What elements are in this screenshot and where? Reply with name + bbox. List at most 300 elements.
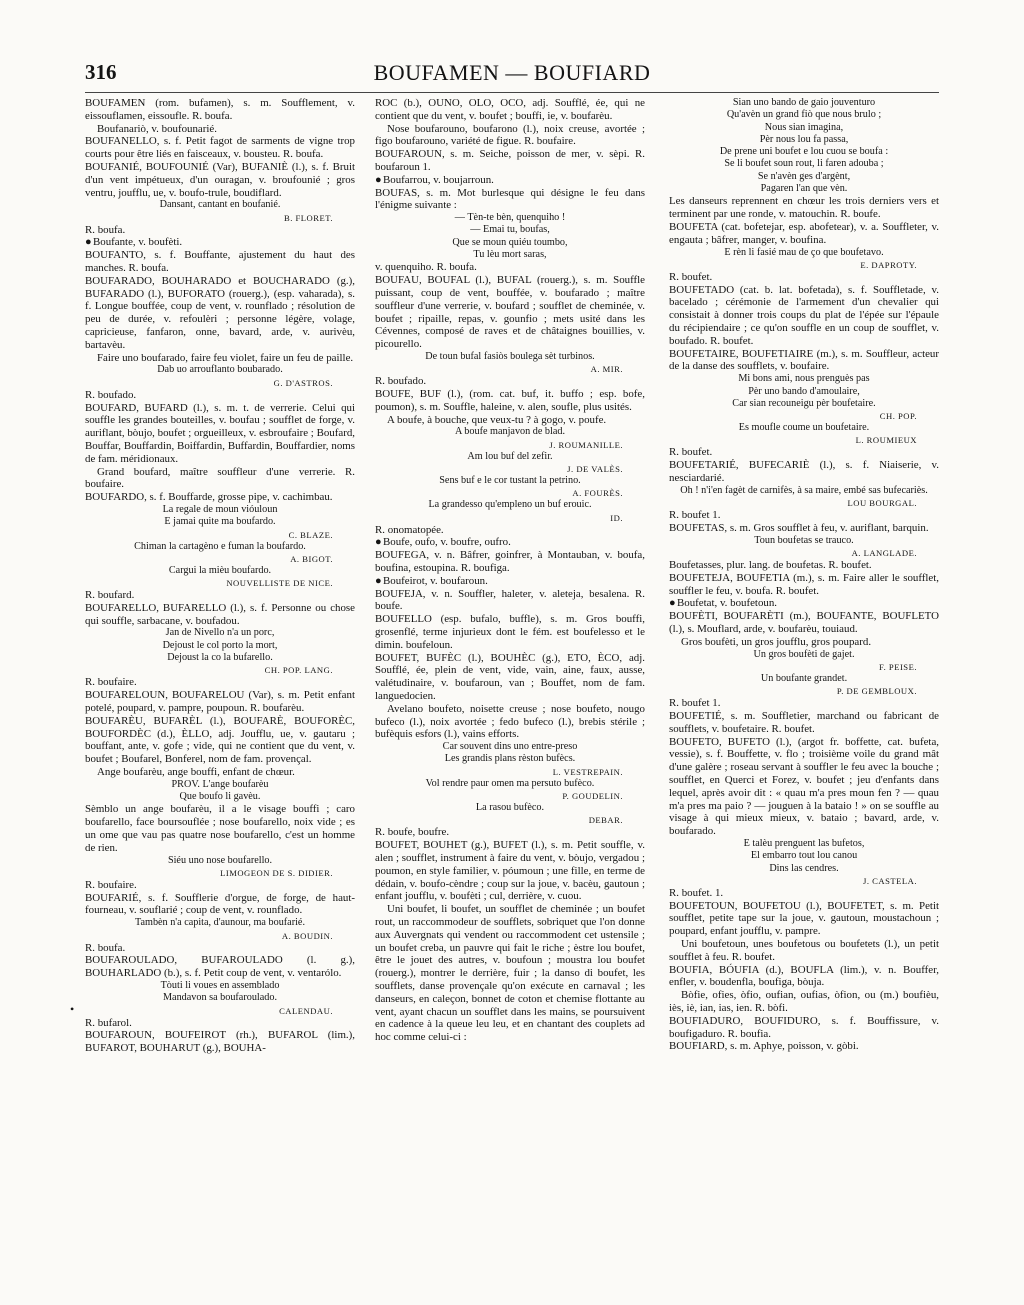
entry-paragraph (85, 803, 355, 854)
entry-text: Un boufante grandet. (760, 672, 848, 684)
dictionary-entry (375, 187, 645, 213)
entry-text: BOUFETAS, s. m. Gros soufflet à feu, v. auriflant, barquin. (669, 521, 929, 534)
verse-quote (375, 499, 645, 511)
dictionary-entry (85, 1017, 355, 1030)
dictionary-entry (85, 803, 355, 854)
entry-text: Vol rendre paur omen ma persuto bufèco. (425, 777, 595, 789)
entry-text: BOUFIADURO, BOUFIDURO, s. f. Bouffissure, v. boufigaduro. R. boufia. (669, 1014, 939, 1040)
entry-text: Tòuti li voues en assemblado (160, 979, 280, 991)
entry-paragraph (669, 559, 939, 572)
entry-text: Boufetasses, plur. lang. de boufetas. R. boufet. (669, 559, 872, 571)
entry-paragraph (669, 221, 939, 247)
entry-paragraph (375, 375, 645, 388)
entry-paragraph (375, 588, 645, 614)
verse-quote (85, 565, 355, 577)
entry-paragraph (85, 402, 355, 466)
dictionary-entry (375, 613, 645, 651)
entry-text: Que se moun quiéu toumbo, (452, 236, 568, 248)
entry-paragraph (375, 97, 645, 123)
entry-paragraph (375, 703, 645, 741)
entry-text: A boufe, à bouche, que veux-tu ? à gogo, v. poufe. (387, 413, 607, 426)
entry-paragraph (375, 536, 645, 549)
dictionary-entry (85, 689, 355, 715)
verse-quote (375, 778, 645, 790)
dictionary-entry (85, 1029, 355, 1055)
entry-paragraph (85, 766, 355, 779)
verse-line (669, 673, 939, 685)
verse-line (669, 398, 939, 410)
entry-paragraph (85, 161, 355, 199)
entry-paragraph (669, 1040, 939, 1053)
entry-text: BOUFARELLO, BUFARELLO (l.), s. f. Personne ou chose qui souffle, sarbacane, v. boufadou. (85, 601, 355, 627)
verse-quote (669, 247, 939, 259)
entry-text: Mandavon sa boufaroulado. (162, 992, 277, 1004)
verse-line (85, 640, 355, 652)
quote-attribution: G. D'ASTROS. (273, 377, 333, 388)
quote-attribution: J. DE VALÈS. (567, 464, 623, 475)
entry-text: E rèn li fasié mau de ço que boufetavo. (724, 246, 884, 258)
dictionary-entry (375, 588, 645, 614)
entry-paragraph (669, 989, 939, 1015)
entry-text: Oh ! n'i'en fagèt de carnifès, à sa maire, embé sas bufecariès. (680, 484, 928, 496)
entry-paragraph (669, 938, 939, 964)
entry-text: R. boufard. (85, 589, 135, 602)
verse-line (375, 802, 645, 814)
entry-text: R. boufet 1. (669, 697, 721, 710)
entry-paragraph (85, 689, 355, 715)
dictionary-entry (85, 892, 355, 918)
entry-text: BOUFAMEN (rom. bufamen), s. m. Soufflement, v. eissouflamen, eissoufle. R. boufa. (85, 97, 355, 122)
entry-text: Nous sian imagina, (764, 121, 844, 133)
entry-text: Tu lèu mort saras, (473, 249, 547, 261)
dictionary-entry (669, 710, 939, 736)
entry-text: BOUFAROUN, BOUFEIROT (rh.), BUFAROL (lim.), BUFAROT, BOUHARUT (g.), BOUHA- (85, 1029, 355, 1055)
entry-text: Que boufo li gavèu. (179, 791, 261, 803)
entry-text: Boufarrou, v. boujarroun. (383, 173, 494, 186)
entry-paragraph (669, 610, 939, 636)
quote-attribution: LIMOGEON DE S. DIDIER. (220, 867, 333, 878)
column-3 (669, 97, 939, 1227)
entry-text: Mi bons ami, nous prenguès pas (738, 373, 870, 385)
verse-quote (85, 364, 355, 376)
quote-attribution: A. MIR. (590, 364, 623, 375)
entry-text: Uni boufetoun, unes boufetous ou boufetets (l.), un petit soufflet à feu. R. boufet. (669, 938, 939, 963)
entry-text: R. boufa. (85, 223, 126, 236)
entry-paragraph (669, 597, 939, 610)
entry-paragraph (669, 636, 939, 649)
entry-text: R. boufado. (375, 375, 427, 388)
dictionary-entry (669, 572, 939, 598)
verse-line (669, 134, 939, 146)
entry-text: Jan de Nivello n'a un porc, (165, 627, 275, 639)
entry-text: R. boufaire. (85, 676, 137, 689)
entry-text: Ange boufarèu, ange bouffi, enfant de chœur. (97, 765, 295, 778)
verse-line (669, 838, 939, 850)
verse-quote (85, 541, 355, 553)
dictionary-entry (85, 97, 355, 135)
entry-text: BOUFARÈU, BUFARÈL (l.), BOUFARÈ, BOUFORÈC, BOUFORDÈC (d.), ÈLLO, adj. Joufflu, ue, v. gautaru ; bouffant, ante, v. gofe ; vide, qui ne contient que du vent, v. boufet ; Boufarel, Bonferel, nom de fam. provençal. (85, 714, 355, 766)
entry-paragraph (375, 524, 645, 537)
dictionary-entry (85, 954, 355, 980)
dictionary-entry (669, 887, 939, 900)
dictionary-entry (85, 135, 355, 161)
verse-line (669, 247, 939, 259)
entry-paragraph (85, 942, 355, 955)
verse-line (669, 171, 939, 183)
entry-text: BOUFIARD, s. m. Aphye, poisson, v. gòbi. (669, 1040, 859, 1053)
entry-text: Toun boufetas se trauco. (754, 534, 854, 546)
entry-text: La rasou bufèco. (475, 802, 545, 814)
dictionary-entry (85, 275, 355, 365)
entry-text: De toun bufal fasiòs boulega sèt turbinos. (425, 350, 595, 362)
bullet-icon: ● (85, 236, 92, 249)
quote-attribution: L. VESTREPAIN. (552, 766, 623, 777)
verse-quote (375, 741, 645, 766)
entry-text: Car souvent dins uno entre-preso (442, 741, 578, 753)
entry-text: Se li boufet soun rout, li faren adouba ; (724, 158, 884, 170)
entry-text: Chiman la cartagèno e fuman la boufardo. (134, 540, 306, 552)
entry-text: BOUFE, BUF (l.), (rom. cat. buf, it. buffo ; esp. bofe, poumon), s. m. Souffle, haleine, v. alen, soufle, plus usités. (375, 388, 645, 413)
entry-text: ROC (b.), OUNO, OLO, OCO, adj. Soufflé, ée, qui ne contient que du vent, v. boufet ; bouffi, ie, v. boufarèu. (375, 97, 645, 122)
dictionary-entry (669, 195, 939, 221)
entry-text: R. boufaire. (85, 878, 137, 891)
quote-attribution: P. DE GEMBLOUX. (836, 686, 917, 697)
verse-quote (669, 673, 939, 685)
entry-text: Car sian recouneigu pèr boufetaire. (732, 397, 876, 409)
entry-text: Am lou buf del zefir. (467, 450, 553, 462)
verse-line (85, 541, 355, 553)
entry-paragraph (375, 388, 645, 414)
entry-text: Un gros boufèti de gajet. (753, 648, 855, 660)
verse-line (669, 485, 939, 497)
dictionary-entry (669, 697, 939, 710)
verse-quote (669, 97, 939, 195)
verse-quote (85, 779, 355, 804)
quote-attribution: A. BOUDIN. (281, 930, 333, 941)
entry-paragraph (85, 135, 355, 161)
page-header (85, 60, 939, 90)
verse-line (669, 422, 939, 434)
entry-text: BOUFETO, BUFETO (l.), (argot fr. boffette, cat. bufeta, vessie), s. f. Bouffette, v. flo ; troisième voile du grand mât d'une galère ; roseau servant à souffler le feu avec la bouche ; soufflet, en Querci et Forez, v. boufet ; jeu d'enfants dans lequel, après avoir dit : « quau m'a pres moun fen ? — quau m'a pres ma paio ? — jouguen à la bataio ! » on se souffle au visage à qui mieux mieux, v. bataio ; bavard, arde, v. boufarado. (669, 735, 939, 838)
entry-text: BOUFETEJA, BOUFETIA (m.), s. m. Faire aller le soufflet, souffler le feu, v. boufa. R. boufet. (669, 571, 939, 597)
entry-text: BOUFARELOUN, BOUFARELOU (Var), s. m. Petit enfant potelé, poupard, v. pampre, poupoun. R. boufarèu. (85, 689, 355, 714)
entry-paragraph (375, 174, 645, 187)
quote-attribution: LOU BOURGAL. (847, 498, 917, 509)
quote-attribution: CALENDAU. (279, 1005, 333, 1016)
verse-quote (85, 627, 355, 664)
verse-line (669, 183, 939, 195)
dictionary-entry (375, 261, 645, 274)
verse-quote (375, 451, 645, 463)
verse-quote (669, 485, 939, 497)
entry-text: BOUFAU, BOUFAL (l.), BUFAL (rouerg.), s. m. Souffle puissant, coup de vent, bouffée, v. boufarado ; maître souffleur d'une verrerie, v. boufard ; soufflet de cheminée, v. boufet ; ripaille, repas, v. gounfio ; mets usité dans les Cévennes, composé de raves et de châtaignes bouillies, v. picourello. (375, 274, 645, 351)
entry-text: Avelano boufeto, noisette creuse ; nose boufeto, nougo bufeco (l.), noix avortée ; fedo bufeco (l.), brebis stérile ; bufèquis esfors (l.), vains efforts. (375, 702, 645, 741)
entry-text: Siéu uno nose boufarello. (167, 854, 273, 866)
verse-line (85, 855, 355, 867)
entry-text: BOUFANIÉ, BOUFOUNIÉ (Var), BUFANIÈ (l.), s. f. Bruit d'un vent impétueux, d'un ouragan, v. broufounié ; gros ventru, joufflu, ue, v. boufo-trule, boudiflard. (85, 160, 355, 199)
verse-line (669, 649, 939, 661)
entry-text: R. boufet. 1. (669, 886, 724, 899)
dictionary-entry (85, 224, 355, 237)
entry-paragraph (85, 892, 355, 918)
entry-paragraph (85, 123, 355, 136)
entry-text: R. bufarol. (85, 1016, 132, 1029)
dictionary-entry (669, 509, 939, 522)
entry-text: R. boufet. (669, 270, 713, 283)
verse-quote (669, 649, 939, 661)
dictionary-entry (375, 375, 645, 388)
dictionary-entry (375, 388, 645, 426)
verse-line (669, 386, 939, 398)
verse-line (669, 109, 939, 121)
entry-paragraph (85, 236, 355, 249)
entry-text: BOUFARDO, s. f. Bouffarde, grosse pipe, v. cachimbau. (85, 491, 333, 504)
entry-text: BOUFETAIRE, BOUFETIAIRE (m.), s. m. Souffleur, acteur de la danse des soufflets, v. boufaire. (669, 347, 939, 373)
dictionary-entry (669, 284, 939, 348)
entry-text: BOUFEGA, v. n. Bâfrer, goinfrer, à Montauban, v. boufa, boufina, estoupina. R. boufiga. (375, 549, 645, 574)
verse-line (85, 627, 355, 639)
entry-text: R. boufet. (669, 446, 713, 459)
entry-text: El embarro tout lou canou (750, 850, 858, 862)
dictionary-entry (85, 942, 355, 955)
quote-attribution: J. CASTELA. (863, 875, 917, 886)
dictionary-entry (85, 879, 355, 892)
entry-text: R. onomatopée. (375, 523, 444, 536)
verse-line (85, 199, 355, 211)
text-columns (85, 97, 939, 1227)
bullet-icon: ● (375, 173, 382, 186)
column-2 (375, 97, 645, 1227)
entry-paragraph (85, 602, 355, 628)
entry-text: E jamai quite ma boufardo. (164, 516, 276, 528)
entry-text: Bòfie, ofies, òfio, oufian, oufias, òfion, ou (m.) boufièu, iès, iè, ian, ias, ien. R. bòfi. (669, 989, 939, 1014)
entry-text: Qu'avèn un grand fiò que nous brulo ; (726, 109, 882, 121)
margin-mark: • (70, 1002, 75, 1016)
dictionary-entry (669, 459, 939, 485)
entry-text: Es moufle coume un boufetaire. (738, 422, 870, 434)
entry-paragraph (669, 271, 939, 284)
verse-line (669, 863, 939, 875)
dictionary-entry (85, 715, 355, 779)
entry-paragraph (669, 572, 939, 598)
entry-text: R. boufet 1. (669, 509, 721, 522)
entry-paragraph (375, 187, 645, 213)
verse-quote (85, 504, 355, 529)
entry-paragraph (375, 261, 645, 274)
entry-text: Boufeirot, v. boufaroun. (383, 574, 488, 587)
entry-text: A boufe manjavon de blad. (454, 426, 566, 438)
entry-text: Dejoust la co la bufarello. (167, 652, 273, 664)
entry-text: BOUFANELLO, s. f. Petit fagot de sarments de vigne trop courts pour être liés en faisceaux, v. bousteu. R. boufa. (85, 135, 355, 161)
entry-text: — Tèn-te bèn, quenquiho ! (454, 212, 566, 224)
entry-text: Pèr nous lou fa passa, (759, 133, 849, 145)
verse-quote (85, 199, 355, 211)
verse-line (375, 249, 645, 261)
entry-text: BOUFÈTI, BOUFARÈTI (m.), BOUFANTE, BOUFLETO (l.), s. Mouflard, arde, v. boufarèu, touiaud. (669, 610, 939, 635)
dictionary-entry (669, 610, 939, 648)
verse-quote (375, 212, 645, 261)
verse-quote (85, 980, 355, 1005)
verse-quote (669, 535, 939, 547)
dictionary-entry (85, 589, 355, 602)
entry-text: R. boufado. (85, 388, 137, 401)
entry-text: BOUFANTO, s. f. Bouffante, ajustement du haut des manches. R. boufa. (85, 249, 355, 275)
dictionary-entry (669, 221, 939, 247)
verse-quote (375, 351, 645, 363)
entry-text: BOUFARADO, BOUHARADO et BOUCHARADO (g.), BUFARADO (l.), BUFORATO (rouerg.), (esp. vaharada), s. f. Longue bouffée, coup de vent, v. rounflado ; résolution de peu de durée, v. refoulèri ; personne légère, volage, capricieuse, fanfaron, onne, bavard, arde, v. aurivèu, bartavèu. (85, 274, 355, 351)
dictionary-entry (375, 148, 645, 174)
entry-text: Gros boufèti, un gros joufflu, gros poupard. (681, 635, 872, 648)
entry-text: — Emai tu, boufas, (470, 224, 550, 236)
entry-text: De prene uni boufet e lou cuou se boufa : (719, 146, 889, 158)
dictionary-entry (669, 1015, 939, 1041)
entry-paragraph (375, 826, 645, 839)
dictionary-entry (85, 402, 355, 492)
entry-text: BOUFETOUN, BOUFETOU (l.), BOUFETET, s. m. Petit soufflet, petite tape sur la joue, v. gautoun, moustachoun ; poupard, enfant joufflu, v. pampre. (669, 899, 939, 938)
quote-attribution: E. DAPROTY. (860, 259, 917, 270)
verse-quote (669, 422, 939, 434)
quote-attribution: P. GOUDELIN. (562, 791, 623, 802)
entry-text: BOUFETADO (cat. b. lat. bofetada), s. f. Souffletade, v. bacelado ; cérémonie de l'armement d'un chevalier qui consistait à donner trois coups du plat de l'épée sur l'épaule du récipiendaire ; ce qu'on souffle en un coup de soufflet, v. boufado. R. boufet. (669, 283, 939, 347)
verse-line (85, 980, 355, 992)
entry-text: Faire uno boufarado, faire feu violet, faire un feu de paille. (97, 351, 354, 364)
verse-line (669, 122, 939, 134)
verse-quote (669, 838, 939, 875)
dictionary-entry (375, 652, 645, 742)
entry-text: Pèr uno bando d'amoulaire, (748, 385, 860, 397)
verse-line (669, 850, 939, 862)
entry-paragraph (85, 249, 355, 275)
entry-text: v. quenquiho. R. boufa. (375, 261, 477, 274)
entry-text: Boufe, oufo, v. boufre, oufro. (383, 536, 511, 549)
entry-text: Dansant, cantant en boufanié. (159, 199, 281, 211)
dictionary-entry (669, 559, 939, 572)
quote-attribution: J. ROUMANILLE. (549, 439, 623, 450)
entry-paragraph (85, 275, 355, 352)
entry-text: Sèmblo un ange boufarèu, il a le visage bouffi ; caro boufarello, face boursouflée ; nose boufarello, noix vide ; es un ome que vau pas quatre nose boufarello, c'est un homme de rien. (85, 803, 355, 854)
quote-attribution: CH. POP. LANG. (264, 665, 333, 676)
entry-paragraph (669, 964, 939, 990)
quote-attribution: CH. POP. (879, 411, 917, 422)
dictionary-entry (669, 1040, 939, 1053)
verse-line (85, 504, 355, 516)
dictionary-entry (85, 491, 355, 504)
entry-text: Nose boufarouno, boufarono (l.), noix creuse, avortée ; figo boufarouno, variété de figue. R. boufaire. (375, 122, 645, 148)
bullet-icon: ● (669, 597, 676, 610)
dictionary-entry (375, 97, 645, 148)
entry-text: Cargui la mièu boufardo. (168, 564, 272, 576)
entry-text: Dejoust le col porto la mort, (162, 639, 278, 651)
entry-paragraph (85, 224, 355, 237)
dictionary-entry (375, 536, 645, 549)
entry-paragraph (375, 549, 645, 575)
entry-paragraph (375, 613, 645, 651)
entry-text: BOUFIA, BÓUFIA (d.), BOUFLA (lim.), v. n. Bouffer, enfler, v. boudenfla, boufiga, bòuja. (669, 963, 939, 989)
entry-text: E talèu prenguent las bufetos, (743, 837, 865, 849)
verse-line (375, 237, 645, 249)
entry-paragraph (669, 522, 939, 535)
entry-text: R. boufa. (85, 941, 126, 954)
entry-paragraph (375, 903, 645, 1044)
entry-paragraph (669, 195, 939, 221)
verse-quote (375, 426, 645, 438)
entry-paragraph (375, 839, 645, 903)
entry-text: BOUFET, BUFÈC (l.), BOUHÈC (g.), ETO, ÈCO, adj. Soufflé, ée, plein de vent, vide, vain, aine, faux, ausse, valétudinaire, v. boufaroun, van ; Bouffet, nom de fam. languedocien. (375, 651, 645, 702)
verse-quote (669, 373, 939, 410)
entry-text: Sian uno bando de gaio jouventuro (732, 97, 876, 108)
dictionary-entry (375, 549, 645, 575)
entry-paragraph (669, 348, 939, 374)
entry-text: BOUFETIÉ, s. m. Souffletier, marchand ou fabricant de soufflets, v. boufetaire. R. boufet. (669, 709, 939, 735)
entry-paragraph (85, 491, 355, 504)
header-rule (85, 92, 939, 93)
verse-line (375, 451, 645, 463)
verse-line (85, 917, 355, 929)
quote-attribution: L. ROUMIEUX (855, 435, 917, 446)
verse-line (375, 426, 645, 438)
entry-paragraph (669, 736, 939, 838)
entry-paragraph (669, 1015, 939, 1041)
verse-line (375, 753, 645, 765)
entry-paragraph (85, 715, 355, 766)
verse-line (375, 212, 645, 224)
page-number: 316 (85, 60, 117, 84)
verse-line (375, 224, 645, 236)
verse-line (669, 97, 939, 109)
entry-paragraph (375, 414, 645, 427)
quote-attribution: F. PEISE. (879, 661, 917, 672)
entry-text: Boufetat, v. boufetoun. (677, 597, 778, 610)
entry-text: BOUFETA (cat. bofetejar, esp. abofetear), v. a. Souffleter, v. engauta ; bâfrer, manger, v. boufina. (669, 220, 939, 246)
entry-paragraph (85, 1017, 355, 1030)
verse-line (669, 373, 939, 385)
entry-text: BOUFARIÉ, s. f. Soufflerie d'orgue, de forge, de haut-fourneau, v. souflarié ; coup de vent, v. rounflado. (85, 891, 355, 917)
entry-paragraph (669, 697, 939, 710)
dictionary-entry (669, 522, 939, 535)
entry-text: BOUFEJA, v. n. Souffler, haleter, v. aleteja, besalena. R. boufe. (375, 587, 645, 613)
entry-text: R. boufe, boufre. (375, 826, 450, 839)
dictionary-entry (669, 271, 939, 284)
bullet-icon: ● (375, 536, 382, 549)
entry-paragraph (669, 887, 939, 900)
entry-text: BOUFET, BOUHET (g.), BUFET (l.), s. m. Petit souffle, v. alen ; soufflet, instrument à faire du vent, v. bòujo, vergadou ; poumon, en style familier, v. póumoun ; une fille, en terme de dédain, v. boufo-cèndre ; coup sur la joue, v. bacèu, gautoun ; enfant joufflu, v. boufèti ; cul, derrière, v. cuou. (375, 839, 645, 903)
dictionary-entry (85, 161, 355, 199)
quote-attribution: C. BLAZE. (288, 529, 333, 540)
entry-text: La regale de moun vióuloun (162, 503, 278, 515)
dictionary-entry (375, 274, 645, 351)
dictionary-entry (85, 389, 355, 402)
dictionary-entry (669, 964, 939, 1015)
bullet-icon: ● (375, 574, 382, 587)
quote-attribution: A. BIGOT. (290, 553, 333, 564)
entry-paragraph (85, 676, 355, 689)
quote-attribution: A. LANGLADE. (851, 548, 917, 558)
verse-line (375, 499, 645, 511)
entry-text: Sens buf e le cor tustant la petrino. (439, 475, 581, 487)
entry-paragraph (669, 284, 939, 348)
quote-attribution: B. FLORET. (283, 212, 333, 223)
entry-text: La grandesso qu'empleno un buf erouic. (428, 499, 592, 511)
verse-line (375, 741, 645, 753)
quote-attribution: DEBAR. (588, 815, 623, 826)
column-1 (85, 97, 355, 1227)
verse-line (85, 992, 355, 1004)
entry-paragraph (669, 710, 939, 736)
entry-paragraph (85, 1029, 355, 1055)
entry-text: Dab uo arrouflanto boubarado. (157, 364, 283, 376)
verse-line (85, 779, 355, 791)
entry-text: BOUFETARIÉ, BUFECARIÈ (l.), s. f. Niaiserie, v. nesciardarié. (669, 459, 939, 485)
